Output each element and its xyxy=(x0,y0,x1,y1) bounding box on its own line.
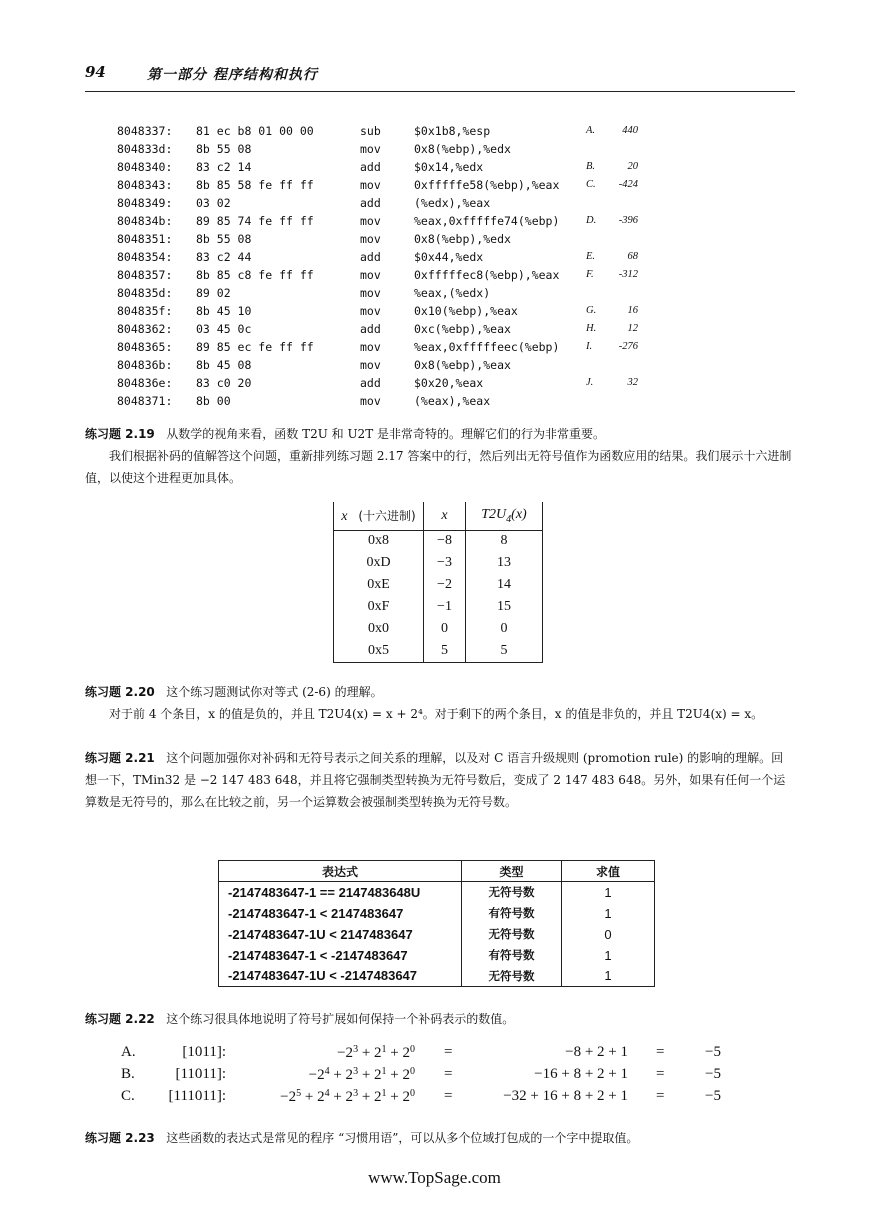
answer-value: 20 xyxy=(627,161,638,172)
table-cell: 0 xyxy=(562,924,655,945)
table-header: 类型 xyxy=(462,861,562,882)
asm-operands: 0x8(%ebp),%edx xyxy=(414,142,511,156)
t2u-table xyxy=(333,502,543,663)
asm-row xyxy=(0,158,869,176)
asm-mnemonic: mov xyxy=(360,232,381,246)
asm-mnemonic: add xyxy=(360,250,381,264)
asm-mnemonic: add xyxy=(360,322,381,336)
equation-bits: [111011]: xyxy=(168,1088,226,1104)
asm-operands: %eax,0xfffffeec(%ebp) xyxy=(414,340,560,354)
asm-mnemonic: mov xyxy=(360,340,381,354)
table-cell: 0xE xyxy=(334,574,424,596)
table-row xyxy=(334,574,543,596)
promotion-table xyxy=(218,860,655,987)
equation-powers: $-2^3 + 2^1 + 2^0$ xyxy=(337,1044,415,1061)
answer-letter: E. xyxy=(586,251,596,262)
table-cell: 0 xyxy=(466,618,543,640)
table-row xyxy=(334,596,543,618)
asm-operands: 0x8(%ebp),%eax xyxy=(414,358,511,372)
asm-mnemonic: sub xyxy=(360,124,381,138)
asm-address: 8048371: xyxy=(117,394,173,408)
answer-value: -396 xyxy=(618,215,638,226)
answer-value: 68 xyxy=(627,251,638,262)
asm-row xyxy=(0,230,869,248)
asm-address: 8048354: xyxy=(117,250,173,264)
asm-operands: 0x10(%ebp),%eax xyxy=(414,304,518,318)
table-cell: 1 xyxy=(562,903,655,924)
answer-value: 16 xyxy=(627,305,638,316)
table-cell: -2147483647-1U < 2147483647 xyxy=(219,924,462,945)
answer-value: -276 xyxy=(618,341,638,352)
answer-letter: A. xyxy=(586,125,596,136)
assembly-listing xyxy=(0,122,869,412)
exercise-text: 从数学的视角来看，函数 T2U 和 U2T 是非常奇特的。理解它们的行为非常重要。 xyxy=(166,427,606,441)
answer-letter: F. xyxy=(586,269,594,280)
asm-bytes: 8b 85 58 fe ff ff xyxy=(196,178,314,192)
equation-powers: $-2^5 + 2^4 + 2^3 + 2^1 + 2^0$ xyxy=(280,1088,415,1105)
equation-bits: [1011]: xyxy=(182,1044,226,1060)
answer-value: 32 xyxy=(627,377,638,388)
table-header: 求值 xyxy=(562,861,655,882)
table-cell: -2147483647-1U < -2147483647 xyxy=(219,966,462,987)
asm-mnemonic: mov xyxy=(360,286,381,300)
asm-operands: $0x20,%eax xyxy=(414,376,484,390)
exercise-label: 练习题 2.19 xyxy=(85,427,155,441)
table-cell: −1 xyxy=(424,596,466,618)
asm-mnemonic: mov xyxy=(360,394,381,408)
footer-url: www.TopSage.com xyxy=(368,1168,501,1187)
exercise-label: 练习题 2.23 xyxy=(85,1131,155,1145)
asm-mnemonic: mov xyxy=(360,142,381,156)
table-cell: 0x5 xyxy=(334,640,424,662)
table-row xyxy=(219,903,655,924)
equals-sign: = xyxy=(656,1066,665,1082)
asm-mnemonic: mov xyxy=(360,268,381,282)
exercise-text: 这些函数的表达式是常见的程序 “习惯用语”，可以从多个位域打包成的一个字中提取值。 xyxy=(166,1131,639,1145)
asm-row xyxy=(0,392,869,410)
table-cell: 无符号数 xyxy=(462,966,562,987)
equation-row xyxy=(0,1088,869,1110)
asm-mnemonic: add xyxy=(360,160,381,174)
exercise-2-21 xyxy=(85,747,795,813)
asm-bytes: 03 45 0c xyxy=(196,322,252,336)
table-cell: 1 xyxy=(562,945,655,966)
page-header xyxy=(85,58,795,92)
asm-operands: $0x1b8,%esp xyxy=(414,124,491,138)
equation-sum: −32 + 16 + 8 + 2 + 1 xyxy=(503,1088,628,1104)
equation-result: −5 xyxy=(705,1044,721,1060)
asm-address: 8048365: xyxy=(117,340,173,354)
answer-value: 440 xyxy=(622,125,638,136)
asm-bytes: 83 c2 14 xyxy=(196,160,252,174)
table-cell: 13 xyxy=(466,552,543,574)
asm-row xyxy=(0,338,869,356)
answer-letter: I. xyxy=(586,341,593,352)
asm-bytes: 8b 55 08 xyxy=(196,232,252,246)
asm-address: 8048349: xyxy=(117,196,173,210)
exercise-text: 这个问题加强你对补码和无符号表示之间关系的理解，以及对 C 语言升级规则 (promotion rule) 的影响的理解。回想一下，TMin32 是 −2 147 483 648，并且将它强制类型转换为无符号数后，变成了 2 147 483 648。另外，如果有任何一个运算数是无符号的，那么在比较之前，另一个运算数会被强制类型转换为无符号数。 xyxy=(85,751,786,809)
asm-address: 804836e: xyxy=(117,376,173,390)
table-cell: 14 xyxy=(466,574,543,596)
asm-operands: $0x14,%edx xyxy=(414,160,484,174)
equation-result: −5 xyxy=(705,1088,721,1104)
asm-bytes: 83 c0 20 xyxy=(196,376,252,390)
equals-sign: = xyxy=(444,1088,453,1104)
asm-row xyxy=(0,356,869,374)
asm-address: 804834b: xyxy=(117,214,173,228)
asm-mnemonic: add xyxy=(360,196,381,210)
asm-address: 804836b: xyxy=(117,358,173,372)
asm-row xyxy=(0,302,869,320)
asm-bytes: 03 02 xyxy=(196,196,231,210)
asm-row xyxy=(0,266,869,284)
asm-address: 8048340: xyxy=(117,160,173,174)
table-row xyxy=(219,882,655,903)
asm-address: 8048357: xyxy=(117,268,173,282)
table-cell: 0xF xyxy=(334,596,424,618)
table-row xyxy=(334,552,543,574)
asm-address: 8048351: xyxy=(117,232,173,246)
asm-bytes: 89 02 xyxy=(196,286,231,300)
asm-row xyxy=(0,248,869,266)
exercise-2-19 xyxy=(85,423,795,489)
asm-bytes: 83 c2 44 xyxy=(196,250,252,264)
equation-label: B. xyxy=(121,1066,135,1082)
table-cell: −3 xyxy=(424,552,466,574)
asm-operands: (%eax),%eax xyxy=(414,394,491,408)
asm-row xyxy=(0,140,869,158)
equation-bits: [11011]: xyxy=(175,1066,226,1082)
exercise-label: 练习题 2.21 xyxy=(85,751,155,765)
page-number: 94 xyxy=(85,63,106,81)
table-row xyxy=(334,640,543,662)
table-cell: -2147483647-1 == 2147483648U xyxy=(219,882,462,903)
exercise-2-23 xyxy=(85,1127,795,1149)
asm-mnemonic: add xyxy=(360,376,381,390)
asm-mnemonic: mov xyxy=(360,178,381,192)
asm-bytes: 81 ec b8 01 00 00 xyxy=(196,124,314,138)
asm-mnemonic: mov xyxy=(360,304,381,318)
asm-address: 804835f: xyxy=(117,304,173,318)
exercise-paragraph: 对于前 4 个条目，x 的值是负的，并且 T2U4(x) = x + 2⁴。对于剩下的两个条目，x 的值是非负的，并且 T2U4(x) = x。 xyxy=(109,707,764,721)
equation-sum: −16 + 8 + 2 + 1 xyxy=(534,1066,628,1082)
table-header: x xyxy=(424,502,466,530)
answer-letter: D. xyxy=(586,215,597,226)
asm-address: 8048343: xyxy=(117,178,173,192)
asm-bytes: 8b 55 08 xyxy=(196,142,252,156)
asm-address: 804835d: xyxy=(117,286,173,300)
asm-row xyxy=(0,284,869,302)
asm-row xyxy=(0,176,869,194)
table-cell: 0 xyxy=(424,618,466,640)
asm-operands: %eax,(%edx) xyxy=(414,286,491,300)
table-cell: 无符号数 xyxy=(462,882,562,903)
table-header: x⃗(十六进制) xyxy=(334,502,424,530)
chapter-title: 第一部分 程序结构和执行 xyxy=(147,67,318,83)
equation-row xyxy=(0,1066,869,1088)
asm-row xyxy=(0,122,869,140)
exercise-text: 这个练习题测试你对等式 (2-6) 的理解。 xyxy=(166,685,383,699)
table-row xyxy=(334,618,543,640)
table-cell: 8 xyxy=(466,530,543,552)
answer-value: 12 xyxy=(627,323,638,334)
table-row xyxy=(219,945,655,966)
asm-row xyxy=(0,374,869,392)
equation-powers: $-2^4 + 2^3 + 2^1 + 2^0$ xyxy=(308,1066,415,1083)
asm-address: 8048362: xyxy=(117,322,173,336)
table-cell: 5 xyxy=(466,640,543,662)
table-cell: -2147483647-1 < 2147483647 xyxy=(219,903,462,924)
exercise-2-20 xyxy=(85,681,795,725)
asm-bytes: 8b 45 10 xyxy=(196,304,252,318)
equation-result: −5 xyxy=(705,1066,721,1082)
asm-operands: 0xc(%ebp),%eax xyxy=(414,322,511,336)
table-cell: 0x0 xyxy=(334,618,424,640)
exercise-label: 练习题 2.20 xyxy=(85,685,155,699)
equation-sum: −8 + 2 + 1 xyxy=(565,1044,628,1060)
asm-mnemonic: mov xyxy=(360,214,381,228)
table-cell: 5 xyxy=(424,640,466,662)
answer-value: -312 xyxy=(618,269,638,280)
answer-letter: H. xyxy=(586,323,597,334)
equals-sign: = xyxy=(444,1066,453,1082)
asm-bytes: 89 85 74 fe ff ff xyxy=(196,214,314,228)
table-cell: 1 xyxy=(562,966,655,987)
asm-row xyxy=(0,212,869,230)
asm-address: 8048337: xyxy=(117,124,173,138)
asm-operands: 0x8(%ebp),%edx xyxy=(414,232,511,246)
asm-operands: %eax,0xfffffe74(%ebp) xyxy=(414,214,560,228)
answer-letter: C. xyxy=(586,179,596,190)
table-row xyxy=(219,966,655,987)
table-header: $T2U_4(x)$ xyxy=(466,502,543,530)
table-cell: 0x8 xyxy=(334,530,424,552)
sign-extension-equations xyxy=(0,1044,869,1114)
equation-label: C. xyxy=(121,1088,135,1104)
exercise-text: 这个练习很具体地说明了符号扩展如何保持一个补码表示的数值。 xyxy=(166,1012,515,1026)
asm-row xyxy=(0,320,869,338)
asm-bytes: 8b 00 xyxy=(196,394,231,408)
answer-letter: G. xyxy=(586,305,597,316)
table-header: 表达式 xyxy=(219,861,462,882)
asm-operands: 0xfffffec8(%ebp),%eax xyxy=(414,268,560,282)
equals-sign: = xyxy=(656,1088,665,1104)
asm-operands: (%edx),%eax xyxy=(414,196,491,210)
equation-label: A. xyxy=(121,1044,136,1060)
exercise-2-22 xyxy=(85,1008,795,1030)
asm-row xyxy=(0,194,869,212)
table-cell: 0xD xyxy=(334,552,424,574)
asm-operands: 0xfffffe58(%ebp),%eax xyxy=(414,178,560,192)
asm-address: 804833d: xyxy=(117,142,173,156)
table-cell: −2 xyxy=(424,574,466,596)
exercise-label: 练习题 2.22 xyxy=(85,1012,155,1026)
table-cell: 无符号数 xyxy=(462,924,562,945)
asm-bytes: 8b 45 08 xyxy=(196,358,252,372)
answer-letter: J. xyxy=(586,377,594,388)
answer-letter: B. xyxy=(586,161,596,172)
asm-bytes: 8b 85 c8 fe ff ff xyxy=(196,268,314,282)
table-cell: 有符号数 xyxy=(462,903,562,924)
table-row xyxy=(334,530,543,552)
equals-sign: = xyxy=(656,1044,665,1060)
asm-operands: $0x44,%edx xyxy=(414,250,484,264)
answer-value: -424 xyxy=(618,179,638,190)
equation-row xyxy=(0,1044,869,1066)
exercise-paragraph: 我们根据补码的值解答这个问题，重新排列练习题 2.17 答案中的行，然后列出无符号值作为函数应用的结果。我们展示十六进制值，以使这个进程更加具体。 xyxy=(85,449,792,485)
equals-sign: = xyxy=(444,1044,453,1060)
asm-bytes: 89 85 ec fe ff ff xyxy=(196,340,314,354)
table-cell: 1 xyxy=(562,882,655,903)
table-row xyxy=(219,924,655,945)
table-cell: 有符号数 xyxy=(462,945,562,966)
table-cell: -2147483647-1 < -2147483647 xyxy=(219,945,462,966)
asm-mnemonic: mov xyxy=(360,358,381,372)
table-cell: −8 xyxy=(424,530,466,552)
table-cell: 15 xyxy=(466,596,543,618)
